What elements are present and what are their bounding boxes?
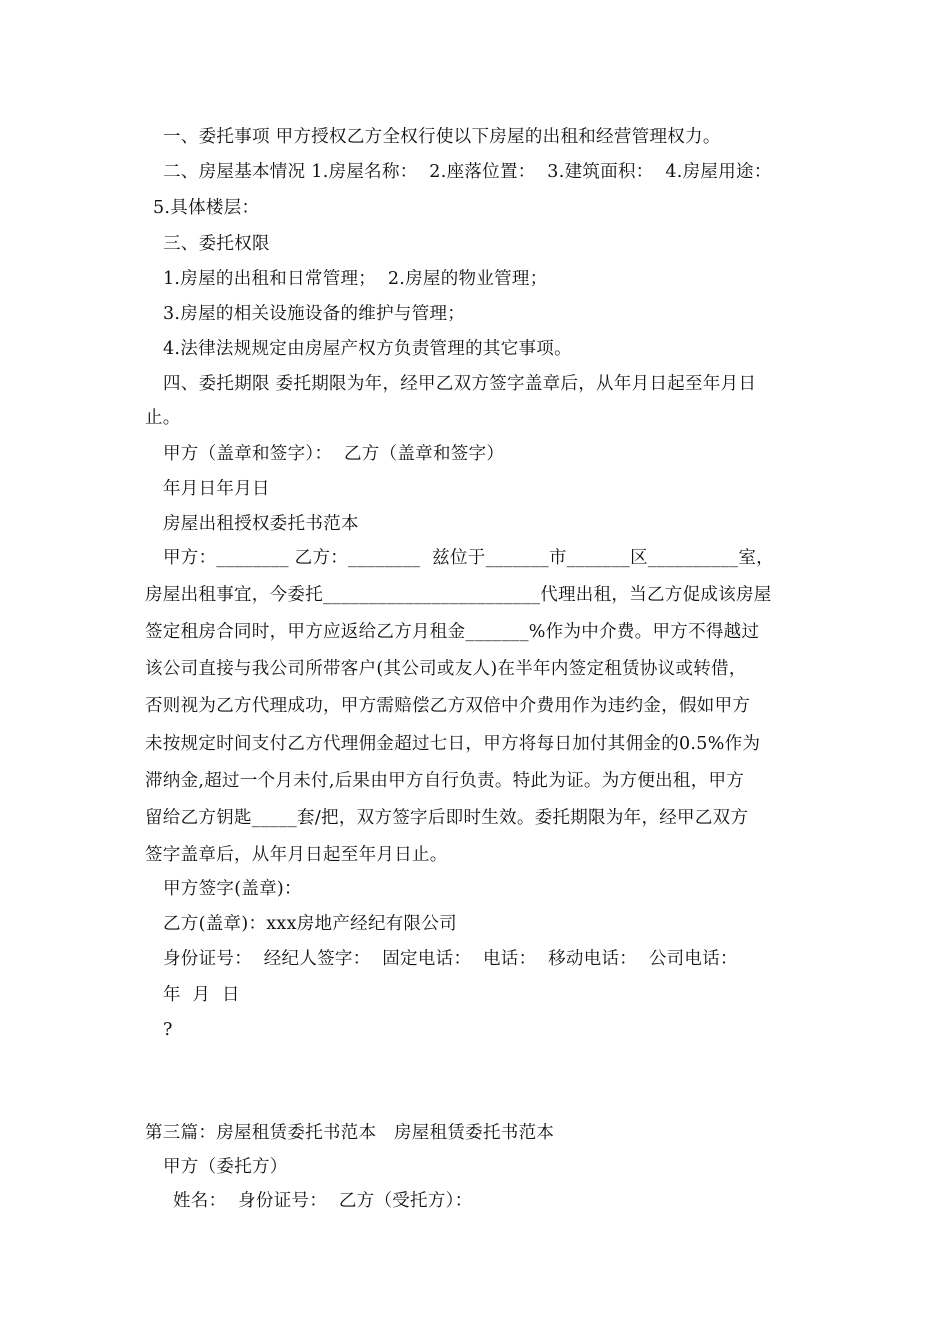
text-line: 二、房屋基本情况 1.房屋名称： 2.座落位置： 3.建筑面积： 4.房屋用途： xyxy=(163,162,772,182)
text-line: 房屋出租授权委托书范本 xyxy=(163,514,359,534)
text-line: 4.法律法规规定由房屋产权方负责管理的其它事项。 xyxy=(163,339,572,359)
text-line: 身份证号： 经纪人签字： 固定电话： 电话： 移动电话： 公司电话： xyxy=(163,949,738,969)
text-line: 否则视为乙方代理成功，甲方需赔偿乙方双倍中介费用作为违约金，假如甲方 xyxy=(145,696,751,716)
text-line: 签定租房合同时，甲方应返给乙方月租金_______%作为中介费。甲方不得越过 xyxy=(145,622,760,642)
text-line: 房屋出租事宜，今委托________________________代理出租，当乙方促成该房屋 xyxy=(145,585,772,605)
text-line: 年 月 日 xyxy=(163,985,240,1005)
text-line: 乙方(盖章)：xxx房地产经纪有限公司 xyxy=(163,914,457,934)
section-heading: 第三篇：房屋租赁委托书范本 房屋租赁委托书范本 xyxy=(145,1123,555,1143)
text-line: 未按规定时间支付乙方代理佣金超过七日，甲方将每日加付其佣金的0.5%作为 xyxy=(145,734,761,754)
text-line: 一、委托事项 甲方授权乙方全权行使以下房屋的出租和经营管理权力。 xyxy=(163,127,721,147)
text-line: 甲方（盖章和签字）： 乙方（盖章和签字） xyxy=(163,444,505,464)
text-line: ? xyxy=(163,1020,173,1040)
text-line: 签字盖章后，从年月日起至年月日止。 xyxy=(145,845,448,865)
text-line: 1.房屋的出租和日常管理； 2.房屋的物业管理； xyxy=(163,269,548,289)
text-line: 三、委托权限 xyxy=(163,234,270,254)
text-line: 3.房屋的相关设施设备的维护与管理； xyxy=(163,304,466,324)
text-line: 甲方（委托方） xyxy=(163,1157,288,1177)
text-line: 留给乙方钥匙_____套/把，双方签字后即时生效。委托期限为年，经甲乙双方 xyxy=(145,808,749,828)
text-line: 5.具体楼层： xyxy=(153,198,260,218)
text-line: 年月日年月日 xyxy=(163,479,270,499)
text-line: 滞纳金,超过一个月未付,后果由甲方自行负责。特此为证。为方便出租，甲方 xyxy=(145,771,745,791)
text-line: 甲方签字(盖章)： xyxy=(163,879,302,899)
text-line: 该公司直接与我公司所带客户(其公司或友人)在半年内签定租赁协议或转借， xyxy=(145,659,747,679)
text-line: 姓名： 身份证号： 乙方（受托方）： xyxy=(173,1191,473,1211)
text-line: 甲方：________ 乙方：________ 兹位于_______市_______区__________室， xyxy=(163,548,774,568)
text-line: 四、委托期限 委托期限为年，经甲乙双方签字盖章后，从年月日起至年月日 xyxy=(163,374,757,394)
text-line: 止。 xyxy=(145,408,181,428)
